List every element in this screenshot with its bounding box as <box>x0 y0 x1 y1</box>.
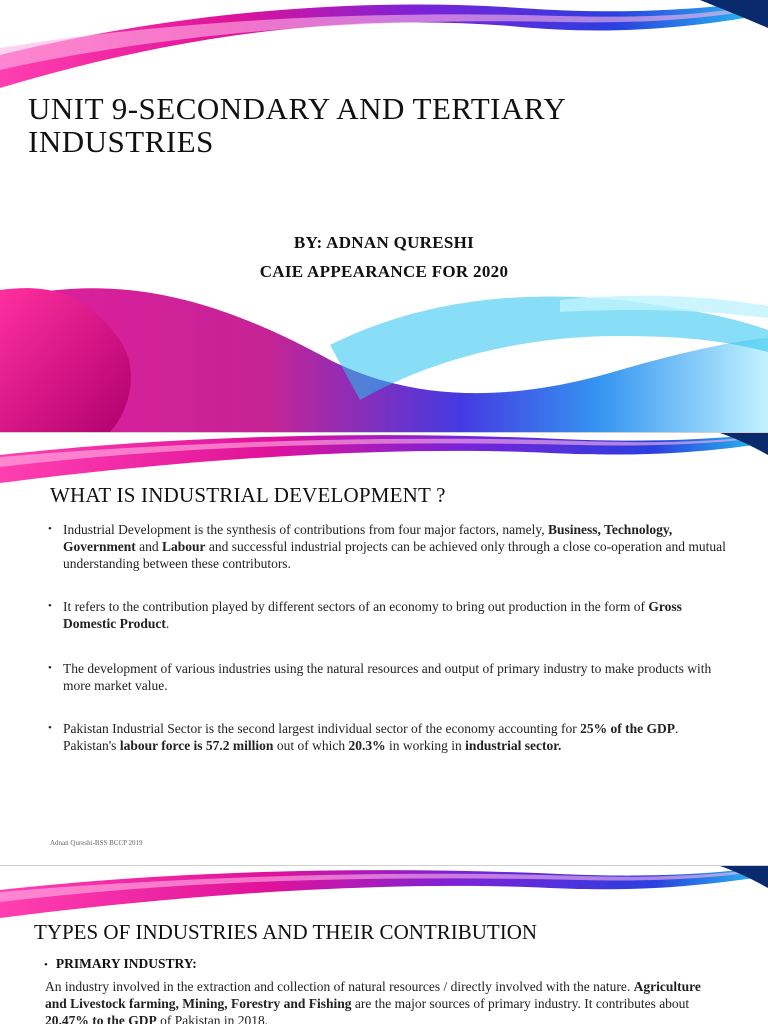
bullet-item: • Pakistan Industrial Sector is the second largest individual sector of the economy accounting for 25% of the GDP. Pakistan's labour force is 57.2 million out of which 20.3% in working in industrial sector. <box>48 720 728 754</box>
bullet-item: • Industrial Development is the synthesis of contributions from four major factors, namely, Business, Technology, Government and Labour and successful industrial projects can be achieved only through a close co-operation and mutual understanding between these contributors. <box>48 521 728 572</box>
slide-footer: Adnan Qureshi-BSS BCCP 2019 <box>50 839 143 847</box>
swoosh-decoration <box>0 866 768 926</box>
slide-heading: TYPES OF INDUSTRIES AND THEIR CONTRIBUTION <box>34 920 538 944</box>
author-line: BY: ADNAN QURESHI <box>293 233 475 252</box>
bullet-item: • The development of various industries using the natural resources and output of primary industry to make products with more market value. <box>48 660 728 694</box>
bullet-list <box>48 521 728 754</box>
industry-types-slide <box>0 866 768 1024</box>
industrial-development-slide <box>0 433 768 865</box>
swoosh-decoration <box>0 0 768 432</box>
slide-title: UNIT 9-SECONDARY AND TERTIARY INDUSTRIES <box>28 91 566 159</box>
primary-industry-paragraph: An industry involved in the extraction and collection of natural resources / directly involved with the nature. Agriculture and Livestock farming, Mining, Forestry and Fishing are the major sources of primary industry. It contributes about 20.47% to the GDP of Pakistan in 2018. <box>45 979 701 1024</box>
bullet-item: • It refers to the contribution played by different sectors of an economy to bring out production in the form of Gross Domestic Product. <box>48 598 728 632</box>
appearance-line: CAIE APPEARANCE FOR 2020 <box>259 262 509 281</box>
primary-industry-subheading: • PRIMARY INDUSTRY: <box>44 956 197 972</box>
slide-heading: WHAT IS INDUSTRIAL DEVELOPMENT ? <box>50 483 446 507</box>
title-slide <box>0 0 768 432</box>
